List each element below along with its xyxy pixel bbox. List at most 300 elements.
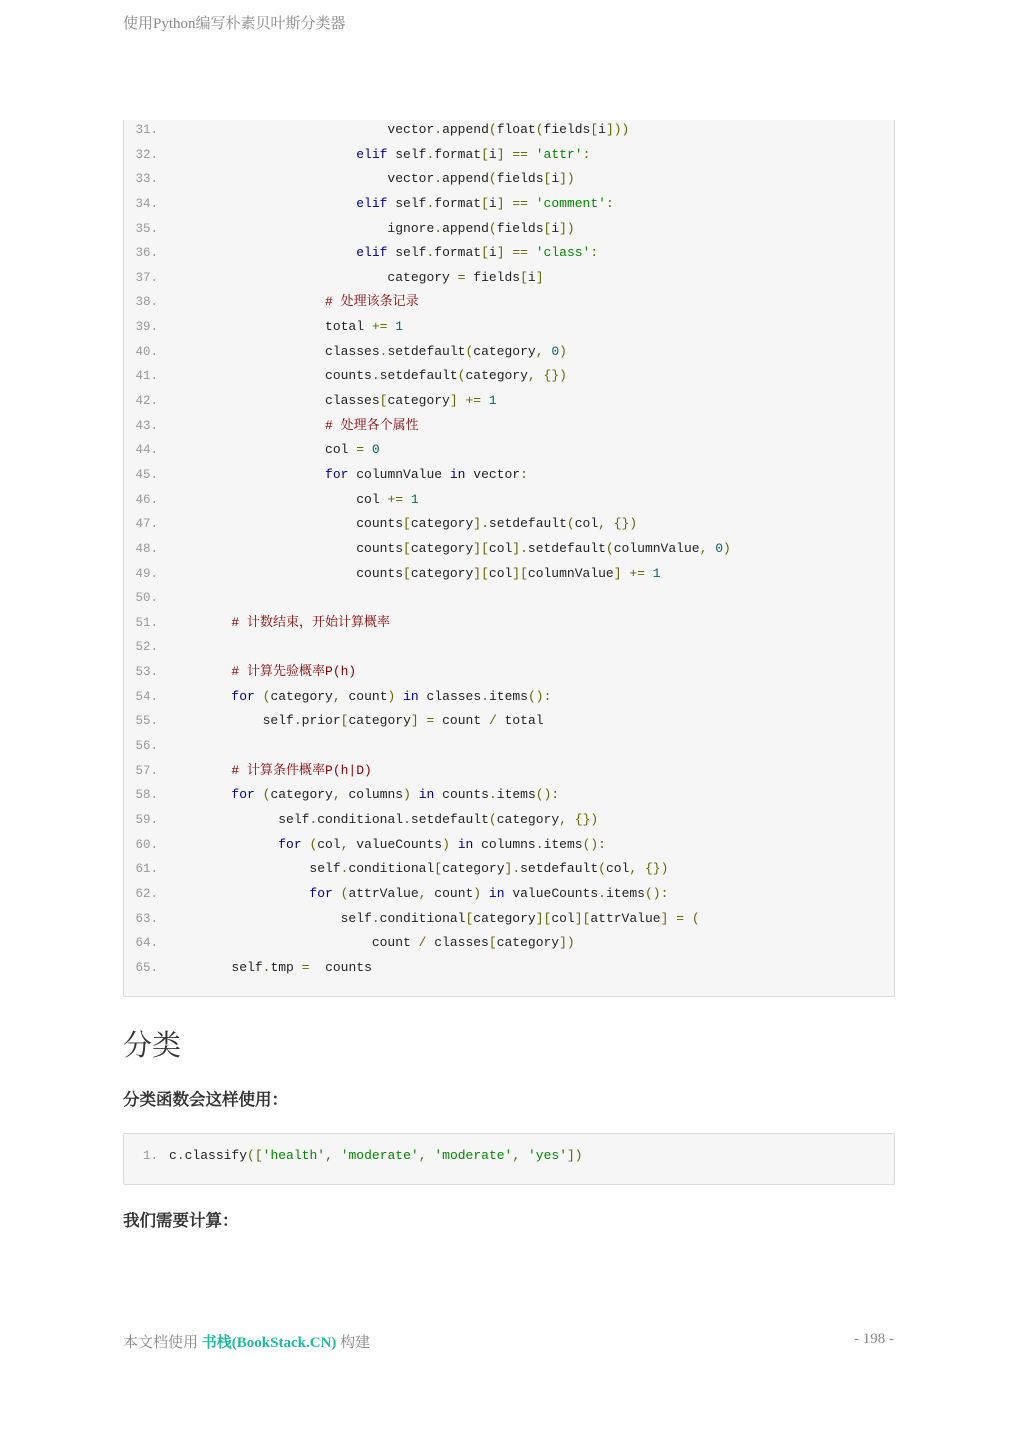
line-number: 60. xyxy=(135,837,158,852)
code-token: for xyxy=(169,885,333,901)
line-code xyxy=(169,266,544,291)
code-token xyxy=(458,393,466,408)
line-number: 34. xyxy=(135,196,158,211)
code-line xyxy=(124,143,894,168)
code-token: ignore xyxy=(169,220,435,236)
code-token: total xyxy=(496,713,544,729)
code-token: for xyxy=(169,787,255,803)
line-number: 47. xyxy=(135,517,158,532)
code-token: ) xyxy=(403,787,411,803)
code-token: += xyxy=(387,491,404,507)
code-token: setdefault xyxy=(387,343,466,359)
code-line xyxy=(124,635,894,660)
code-token: fields xyxy=(496,171,544,187)
code-line xyxy=(124,266,894,291)
line-number: 33. xyxy=(135,172,158,187)
code-token: attrValue xyxy=(348,885,419,901)
code-token: . xyxy=(262,959,271,975)
code-token: 'attr' xyxy=(535,146,583,162)
code-token: . xyxy=(293,713,302,729)
code-token: col xyxy=(169,491,388,507)
code-token: ) xyxy=(442,836,450,852)
section-title: 分类 xyxy=(123,1030,182,1062)
code-line xyxy=(124,488,894,513)
code-token: in xyxy=(488,885,505,901)
code-token: append xyxy=(442,220,489,236)
footer-credit xyxy=(123,1331,370,1352)
code-token: ] xyxy=(613,565,622,581)
line-number: 42. xyxy=(135,394,158,409)
code-token: , xyxy=(535,343,544,359)
code-token: ][ xyxy=(473,565,489,581)
code-token: . xyxy=(426,195,435,211)
code-token: . xyxy=(598,885,606,901)
line-code xyxy=(169,512,637,537)
code-line xyxy=(124,734,894,759)
code-token: elif xyxy=(169,195,388,211)
line-code xyxy=(169,217,575,242)
code-token: ( xyxy=(535,122,544,137)
code-line xyxy=(124,907,894,932)
code-token: classes xyxy=(426,935,489,951)
code-lines xyxy=(124,118,894,980)
line-code xyxy=(169,315,403,340)
code-token: (): xyxy=(582,836,606,852)
code-token: conditional xyxy=(317,811,404,827)
code-token: == xyxy=(512,146,528,162)
code-token: columnValue xyxy=(348,466,450,482)
code-token: category xyxy=(387,393,450,409)
code-token: , xyxy=(340,836,349,852)
code-token: counts xyxy=(169,565,404,581)
code-token: elif xyxy=(169,245,388,261)
code-token: in xyxy=(403,688,419,704)
code-line xyxy=(124,192,894,217)
code-token: classes xyxy=(169,343,380,359)
code-token: self xyxy=(387,245,427,261)
code-line xyxy=(124,611,894,636)
code-token xyxy=(528,196,536,211)
code-token: , xyxy=(332,787,341,803)
code-token: vector xyxy=(465,466,521,482)
code-token: i xyxy=(551,171,560,187)
code-token: ]. xyxy=(473,516,489,532)
code-token: col xyxy=(169,442,357,458)
line-code xyxy=(169,808,598,833)
code-token: = xyxy=(301,959,310,975)
code-line xyxy=(124,833,894,858)
code-token: ( xyxy=(340,885,349,901)
code-token: 1 xyxy=(410,491,419,507)
code-token: col xyxy=(488,565,513,581)
code-token: count xyxy=(426,885,474,901)
code-token: counts xyxy=(169,516,404,532)
code-token: 0 xyxy=(371,442,380,458)
line-code xyxy=(169,143,590,168)
code-token: fields xyxy=(496,220,544,236)
paragraph-need: 我们需要计算： xyxy=(123,1212,239,1230)
code-token: ([ xyxy=(247,1148,263,1163)
code-token: [ xyxy=(403,516,411,532)
code-line xyxy=(124,364,894,389)
code-line xyxy=(124,512,894,537)
code-token: i xyxy=(598,122,606,137)
code-block-main xyxy=(123,120,895,997)
line-number: 1. xyxy=(142,1149,158,1163)
code-line xyxy=(124,709,894,734)
line-number: 59. xyxy=(135,812,158,827)
code-token: 1 xyxy=(395,319,404,335)
code-token: {}) xyxy=(613,516,638,532)
code-token: ] xyxy=(496,245,505,261)
code-token: float xyxy=(496,122,536,137)
line-code xyxy=(169,759,372,784)
code-token: 'yes' xyxy=(527,1148,567,1163)
code-token: . xyxy=(488,787,497,803)
code-token xyxy=(403,492,411,507)
code-token: category xyxy=(410,540,474,556)
code-token: ( xyxy=(309,836,318,852)
line-number: 57. xyxy=(135,763,158,778)
code-token: ) xyxy=(387,688,396,704)
code-token: self xyxy=(169,811,310,827)
code-token: counts xyxy=(169,368,372,384)
code-token: conditional xyxy=(348,861,435,877)
line-number: 38. xyxy=(135,295,158,310)
line-code xyxy=(169,857,668,882)
code-token: , xyxy=(418,1148,427,1163)
code-token: ][ xyxy=(512,565,528,581)
code-token: : xyxy=(590,245,599,261)
code-token: conditional xyxy=(379,910,466,926)
code-token: append xyxy=(442,171,489,187)
code-line xyxy=(124,463,894,488)
code-token: count xyxy=(169,935,419,951)
code-token xyxy=(255,689,263,704)
line-code xyxy=(169,956,372,981)
code-token xyxy=(481,393,489,408)
code-token: format xyxy=(434,195,482,211)
code-token: # 处理各个属性 xyxy=(169,417,419,433)
code-token: ][ xyxy=(535,910,552,926)
code-token: [ xyxy=(465,910,474,926)
code-token: / xyxy=(418,935,427,951)
code-token: , xyxy=(559,811,567,827)
bookstack-link[interactable]: 书栈(BookStack.CN) xyxy=(201,1335,337,1351)
code-token: col xyxy=(551,910,575,926)
code-token: fields xyxy=(465,269,521,285)
code-token: items xyxy=(488,688,528,704)
line-code xyxy=(169,364,567,389)
code-token: counts xyxy=(434,787,489,803)
code-token: counts xyxy=(309,959,372,975)
code-line xyxy=(124,660,894,685)
line-number: 44. xyxy=(135,443,158,458)
code-token: . xyxy=(434,122,443,137)
code-token: col xyxy=(574,516,599,532)
code-token: . xyxy=(434,171,443,187)
code-token: ]) xyxy=(567,1148,583,1163)
code-token: i xyxy=(551,220,560,236)
code-token xyxy=(411,787,419,802)
code-token: category xyxy=(465,368,528,384)
code-token: {}) xyxy=(574,811,599,827)
code-token: ] xyxy=(496,195,505,211)
code-token xyxy=(255,787,263,802)
code-token: items xyxy=(605,885,645,901)
code-token: in xyxy=(457,836,474,852)
code-line xyxy=(124,956,894,981)
code-token: += xyxy=(465,393,482,409)
code-token: . xyxy=(176,1148,185,1163)
code-token: setdefault xyxy=(379,368,458,384)
code-line xyxy=(124,241,894,266)
code-token xyxy=(536,368,544,383)
code-token: ][ xyxy=(574,910,591,926)
page-number: - 198 - xyxy=(854,1331,894,1347)
code-token: . xyxy=(434,220,443,236)
code-token xyxy=(333,1148,341,1163)
code-token: ( xyxy=(262,688,271,704)
code-token: items xyxy=(543,836,583,852)
code-token: category xyxy=(496,935,560,951)
line-code xyxy=(169,488,419,513)
code-token: ) xyxy=(473,885,482,901)
code-token: . xyxy=(403,811,411,827)
code-token: items xyxy=(496,787,536,803)
code-token: (): xyxy=(644,885,669,901)
code-token: vector xyxy=(169,122,435,137)
code-token xyxy=(333,886,341,901)
code-token: [ xyxy=(403,540,411,556)
code-token: ( xyxy=(488,811,497,827)
code-line xyxy=(124,315,894,340)
code-token: # 计算先验概率P(h) xyxy=(169,664,357,680)
code-token: = xyxy=(457,269,466,285)
code-token: . xyxy=(379,343,388,359)
code-token: , xyxy=(629,861,638,877)
code-line xyxy=(124,685,894,710)
code-token: 1 xyxy=(652,565,661,581)
code-line xyxy=(124,340,894,365)
code-token: ) xyxy=(559,343,567,359)
code-token: valueCounts xyxy=(504,885,599,901)
running-header: 使用Python编写朴素贝叶斯分类器 xyxy=(123,16,346,32)
line-number: 61. xyxy=(135,862,158,877)
code-token: , xyxy=(512,1148,521,1163)
code-token: ] xyxy=(660,910,669,926)
code-token: 1 xyxy=(488,393,497,409)
code-token: . xyxy=(535,836,544,852)
line-number: 58. xyxy=(135,788,158,803)
code-token: . xyxy=(426,146,435,162)
code-token xyxy=(637,861,645,876)
line-code xyxy=(169,340,567,365)
code-token: , xyxy=(332,688,341,704)
code-token: ] xyxy=(449,393,458,409)
code-token: . xyxy=(309,811,318,827)
line-code xyxy=(169,882,668,907)
code-token: for xyxy=(169,836,302,852)
code-token: fields xyxy=(543,122,591,137)
line-code xyxy=(169,118,629,143)
line-code xyxy=(169,241,598,266)
code-token: ( xyxy=(488,171,497,187)
code-token: self xyxy=(169,713,294,729)
code-token: counts xyxy=(169,540,404,556)
code-token: ( xyxy=(465,343,474,359)
code-token: [ xyxy=(403,565,411,581)
line-code xyxy=(169,931,575,956)
code-token: [ xyxy=(481,146,489,162)
code-token: [ xyxy=(590,122,599,137)
code-token: classify xyxy=(184,1148,248,1163)
code-token: 'moderate' xyxy=(434,1148,513,1163)
code-token: ( xyxy=(598,861,606,877)
code-token: [ xyxy=(520,269,528,285)
line-number: 37. xyxy=(135,270,158,285)
line-number: 43. xyxy=(135,418,158,433)
line-code xyxy=(169,414,419,439)
code-token: , xyxy=(418,885,427,901)
code-line xyxy=(124,586,894,611)
code-token xyxy=(606,516,614,531)
code-line xyxy=(124,167,894,192)
code-token: ] xyxy=(496,146,505,162)
code-token: [ xyxy=(481,245,489,261)
code-token: columns xyxy=(340,787,404,803)
code-line xyxy=(124,759,894,784)
line-code xyxy=(169,1144,583,1169)
line-number: 49. xyxy=(135,566,158,581)
code-token: ]) xyxy=(559,220,575,236)
code-token xyxy=(567,812,575,827)
code-token: == xyxy=(512,245,528,261)
code-token: / xyxy=(488,713,497,729)
line-number: 53. xyxy=(135,665,158,680)
line-number: 39. xyxy=(135,320,158,335)
code-token: classes xyxy=(418,688,482,704)
code-token: col xyxy=(605,861,630,877)
code-token: classes xyxy=(169,393,380,409)
code-line xyxy=(124,808,894,833)
line-number: 62. xyxy=(135,886,158,901)
line-code xyxy=(169,660,356,685)
code-token: ]) xyxy=(559,171,575,187)
line-number: 45. xyxy=(135,467,158,482)
line-number: 65. xyxy=(135,960,158,975)
code-token: count xyxy=(434,713,489,729)
code-token: ( xyxy=(457,368,466,384)
code-line xyxy=(124,118,894,143)
line-code xyxy=(169,167,575,192)
code-token: , xyxy=(325,1148,333,1163)
code-token: columns xyxy=(473,836,536,852)
line-number: 40. xyxy=(135,344,158,359)
line-number: 54. xyxy=(135,689,158,704)
code-token: attrValue xyxy=(590,910,661,926)
code-token: ])) xyxy=(605,122,630,137)
code-token: : xyxy=(520,466,528,482)
code-token: 0 xyxy=(551,343,560,359)
code-token: col xyxy=(488,540,513,556)
code-token: += xyxy=(371,319,388,335)
code-token: . xyxy=(371,910,380,926)
code-token: ( xyxy=(488,220,497,236)
code-token: elif xyxy=(169,146,388,162)
code-token: category xyxy=(496,811,560,827)
code-token: i xyxy=(488,146,497,162)
footer-prefix: 本文档使用 xyxy=(123,1335,202,1351)
footer-suffix: 构建 xyxy=(336,1335,371,1351)
code-token xyxy=(395,689,403,704)
line-number: 51. xyxy=(135,615,158,630)
code-token: ( xyxy=(262,787,271,803)
line-number: 48. xyxy=(135,541,158,556)
line-number: 56. xyxy=(135,739,158,754)
code-token: append xyxy=(442,122,489,137)
code-token: [ xyxy=(434,861,443,877)
code-line xyxy=(124,217,894,242)
code-token: setdefault xyxy=(488,516,567,532)
code-token: , xyxy=(598,516,606,532)
code-token: . xyxy=(371,368,380,384)
code-token: in xyxy=(449,466,466,482)
code-token: category xyxy=(270,787,333,803)
code-token: # 计数结束，开始计算概率 xyxy=(169,614,391,630)
code-token: setdefault xyxy=(520,861,599,877)
line-code xyxy=(169,611,390,636)
code-token: . xyxy=(426,245,435,261)
line-number: 46. xyxy=(135,492,158,507)
line-code xyxy=(169,463,528,488)
line-number: 63. xyxy=(135,911,158,926)
code-token: ] xyxy=(410,713,419,729)
code-token: [ xyxy=(481,195,489,211)
code-token xyxy=(528,245,536,260)
code-line xyxy=(124,783,894,808)
code-token xyxy=(645,566,653,581)
code-token: 0 xyxy=(715,540,723,556)
code-token: (): xyxy=(535,787,560,803)
code-token: setdefault xyxy=(410,811,489,827)
code-token: prior xyxy=(301,713,341,729)
code-token: 'comment' xyxy=(535,195,606,211)
line-code xyxy=(169,290,419,315)
line-code xyxy=(169,833,606,858)
code-token: = xyxy=(676,910,684,926)
code-token: category xyxy=(410,516,474,532)
code-token: == xyxy=(512,195,528,211)
code-block-classify xyxy=(123,1133,895,1185)
code-token: ( xyxy=(566,516,575,532)
code-token: col xyxy=(317,836,341,852)
code-token: : xyxy=(605,195,614,211)
code-token: self xyxy=(387,146,427,162)
line-code xyxy=(169,562,661,587)
code-token: ) xyxy=(723,540,731,556)
code-token: columnValue xyxy=(613,540,700,556)
line-code xyxy=(169,685,551,710)
code-token: = xyxy=(356,442,365,458)
code-token: category xyxy=(442,861,505,877)
code-token: ]) xyxy=(559,935,575,951)
line-number: 55. xyxy=(135,714,158,729)
code-token: : xyxy=(582,146,591,162)
code-token: category xyxy=(270,688,333,704)
code-token: {}) xyxy=(543,368,567,384)
code-token: . xyxy=(340,861,349,877)
